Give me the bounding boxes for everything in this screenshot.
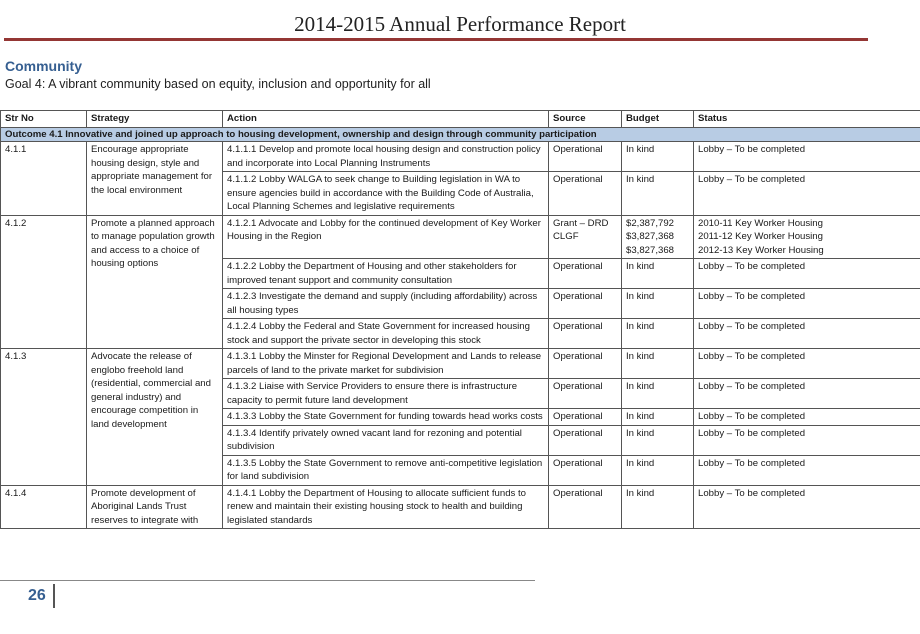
outcome-row — [1, 127, 920, 142]
status-cell: Lobby – To be completed — [694, 259, 920, 289]
section-heading: Community — [5, 58, 82, 74]
source-cell: Operational — [549, 349, 622, 379]
str-no-cell: 4.1.4 — [1, 485, 87, 529]
action-cell: 4.1.3.3 Lobby the State Government for funding towards head works costs — [223, 409, 549, 426]
status-cell: Lobby – To be completed — [694, 172, 920, 216]
status-cell: Lobby – To be completed — [694, 379, 920, 409]
strategy-cell: Advocate the release of englobo freehold land (residential, commercial and general industry) and encourage competition in land development — [87, 349, 223, 486]
action-cell: 4.1.3.4 Identify privately owned vacant land for rezoning and potential subdivision — [223, 425, 549, 455]
budget-cell — [622, 215, 694, 259]
table-row — [1, 349, 920, 379]
page-number-bar — [53, 584, 55, 608]
header-budget: Budget — [622, 111, 694, 128]
header-action: Action — [223, 111, 549, 128]
strategy-cell: Promote development of Aboriginal Lands Trust reserves to integrate with — [87, 485, 223, 529]
status-cell: Lobby – To be completed — [694, 349, 920, 379]
str-no-cell: 4.1.2 — [1, 215, 87, 349]
status-line: 2012-13 Key Worker Housing — [698, 244, 824, 256]
source-cell: Operational — [549, 379, 622, 409]
source-cell: Operational — [549, 409, 622, 426]
page-number: 26 — [28, 587, 46, 604]
budget-line: $3,827,368 — [626, 244, 675, 256]
outcome-label: Outcome 4.1 Innovative and joined up approach to housing development, ownership and design through community participation — [1, 127, 920, 142]
action-cell: 4.1.3.5 Lobby the State Government to remove anti-competitive legislation for land subdivision — [223, 455, 549, 485]
report-title: 2014-2015 Annual Performance Report — [294, 12, 626, 36]
source-cell: Operational — [549, 319, 622, 349]
status-cell: Lobby – To be completed — [694, 425, 920, 455]
source-cell: Operational — [549, 455, 622, 485]
budget-cell: In kind — [622, 425, 694, 455]
budget-cell: In kind — [622, 142, 694, 172]
budget-cell: In kind — [622, 485, 694, 529]
footer-divider — [0, 580, 535, 581]
budget-cell: In kind — [622, 349, 694, 379]
status-cell: Lobby – To be completed — [694, 319, 920, 349]
table-row — [1, 215, 920, 259]
status-cell: Lobby – To be completed — [694, 142, 920, 172]
action-cell: 4.1.1.2 Lobby WALGA to seek change to Building legislation in WA to ensure agencies build in accordance with the Building Code of Australia, Local Planning Schemes and legislative requirements — [223, 172, 549, 216]
source-cell: Operational — [549, 259, 622, 289]
status-cell: Lobby – To be completed — [694, 409, 920, 426]
budget-line: $2,387,792 — [626, 217, 675, 229]
status-line: 2010-11 Key Worker Housing — [698, 217, 823, 229]
budget-cell: In kind — [622, 455, 694, 485]
strategy-cell: Encourage appropriate housing design, style and appropriate management for the local environment — [87, 142, 223, 216]
strategy-cell: Promote a planned approach to manage population growth and access to a choice of housing options — [87, 215, 223, 349]
title-divider — [4, 38, 868, 41]
performance-table — [0, 110, 920, 529]
budget-cell: In kind — [622, 289, 694, 319]
header-str-no: Str No — [1, 111, 87, 128]
action-cell: 4.1.2.2 Lobby the Department of Housing and other stakeholders for improved tenant support and community consultation — [223, 259, 549, 289]
source-cell: Operational — [549, 289, 622, 319]
budget-cell: In kind — [622, 172, 694, 216]
budget-line: $3,827,368 — [626, 231, 675, 242]
goal-statement: Goal 4: A vibrant community based on equity, inclusion and opportunity for all — [5, 77, 431, 91]
source-cell: Operational — [549, 172, 622, 216]
header-source: Source — [549, 111, 622, 128]
source-cell: Operational — [549, 485, 622, 529]
budget-cell: In kind — [622, 409, 694, 426]
status-cell — [694, 215, 920, 259]
action-cell: 4.1.2.4 Lobby the Federal and State Government for increased housing stock and support the private sector in developing this stock — [223, 319, 549, 349]
source-cell: Operational — [549, 425, 622, 455]
budget-cell: In kind — [622, 319, 694, 349]
header-strategy: Strategy — [87, 111, 223, 128]
str-no-cell: 4.1.1 — [1, 142, 87, 216]
header-status: Status — [694, 111, 920, 128]
budget-cell: In kind — [622, 379, 694, 409]
str-no-cell: 4.1.3 — [1, 349, 87, 486]
action-cell: 4.1.3.2 Liaise with Service Providers to ensure there is infrastructure capacity to permit future land development — [223, 379, 549, 409]
source-cell: Grant – DRD CLGF — [549, 215, 622, 259]
action-cell: 4.1.3.1 Lobby the Minster for Regional Development and Lands to release parcels of land to the private market for subdivision — [223, 349, 549, 379]
budget-cell: In kind — [622, 259, 694, 289]
action-cell: 4.1.4.1 Lobby the Department of Housing to allocate sufficient funds to renew and maintain their existing housing stock to health and building legislated standards — [223, 485, 549, 529]
table-row — [1, 485, 920, 529]
action-cell: 4.1.2.1 Advocate and Lobby for the continued development of Key Worker Housing in the Region — [223, 215, 549, 259]
table-header-row — [1, 111, 920, 128]
status-cell: Lobby – To be completed — [694, 485, 920, 529]
action-cell: 4.1.1.1 Develop and promote local housing design and construction policy and incorporate into Local Planning Instruments — [223, 142, 549, 172]
action-cell: 4.1.2.3 Investigate the demand and supply (including affordability) across all housing types — [223, 289, 549, 319]
source-cell: Operational — [549, 142, 622, 172]
status-cell: Lobby – To be completed — [694, 455, 920, 485]
status-cell: Lobby – To be completed — [694, 289, 920, 319]
table-row — [1, 142, 920, 172]
status-line: 2011-12 Key Worker Housing — [698, 231, 823, 242]
